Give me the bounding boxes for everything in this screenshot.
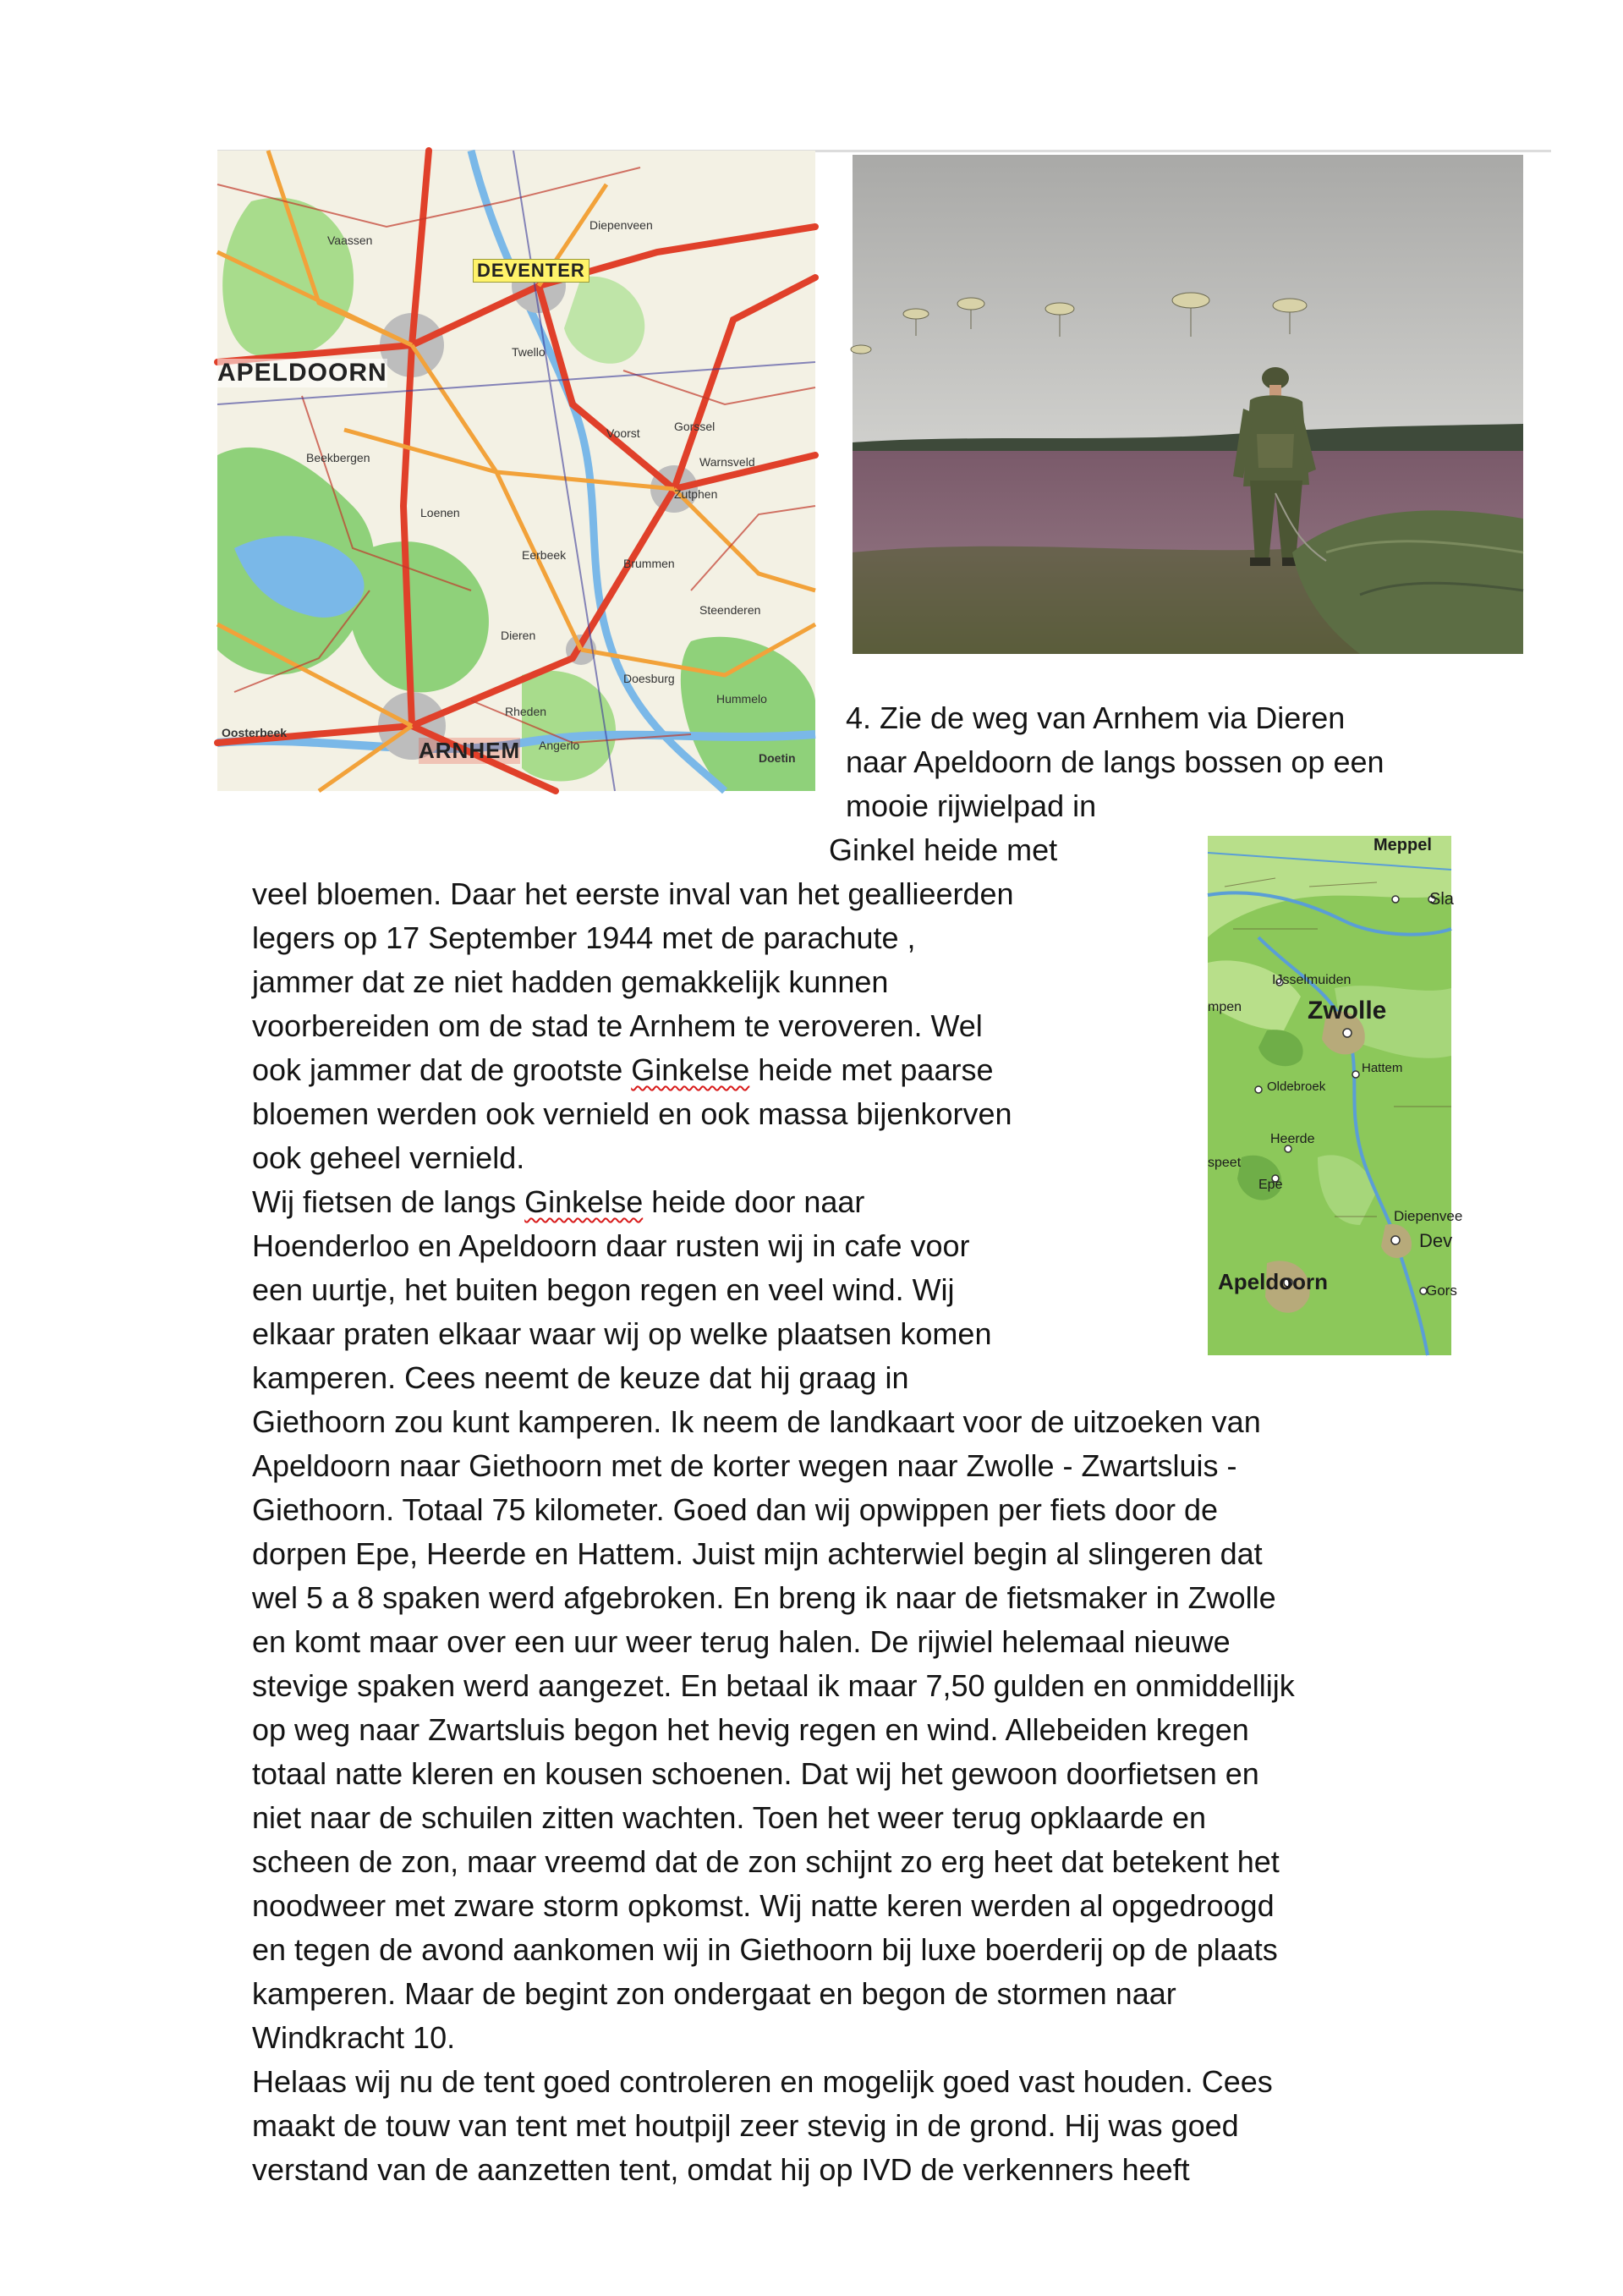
text-line: Giethoorn zou kunt kamperen. Ik neem de landkaart voor de uitzoeken van — [252, 1404, 1261, 1439]
text-line: mooie rijwielpad in — [846, 788, 1097, 823]
region-label-hattem: Hattem — [1362, 1061, 1403, 1075]
text-segment: Wij fietsen de langs — [252, 1184, 525, 1219]
map-label-twello: Twello — [512, 345, 546, 359]
text-line: niet naar de schuilen zitten wachten. Toen het weer terug opklaarde en — [252, 1800, 1207, 1835]
text-line: Ginkel heide met — [829, 832, 1058, 867]
text-line: kamperen. Cees neemt de keuze dat hij graag in — [252, 1360, 909, 1395]
text-line: scheen de zon, maar vreemd dat de zon schijnt zo erg heet dat betekent het — [252, 1844, 1280, 1879]
map-label-steenderen: Steenderen — [699, 603, 761, 617]
map-label-brummen: Brummen — [623, 557, 675, 570]
map-label-vaassen: Vaassen — [327, 233, 373, 247]
region-map-image — [1208, 836, 1463, 1355]
region-label-oldebroek: Oldebroek — [1267, 1079, 1326, 1094]
region-label-diepenveen: Diepenvee — [1394, 1208, 1463, 1224]
text-line: elkaar praten elkaar waar wij op welke plaatsen komen — [252, 1316, 992, 1351]
text-line: maakt de touw van tent met houtpijl zeer stevig in de grond. Hij was goed — [252, 2108, 1239, 2143]
region-label-zwolle: Zwolle — [1308, 997, 1387, 1024]
map-label-zutphen: Zutphen — [674, 487, 718, 501]
text-line: voorbereiden om de stad te Arnhem te veroveren. Wel — [252, 1008, 983, 1043]
text-line: 4. Zie de weg van Arnhem via Dieren — [846, 700, 1346, 735]
map-label-hummelo: Hummelo — [716, 692, 767, 706]
text-line: wel 5 a 8 spaken werd afgebroken. En breng ik naar de fietsmaker in Zwolle — [252, 1580, 1276, 1615]
region-label-kampen: mpen — [1208, 1000, 1242, 1014]
map-label-rheden: Rheden — [505, 705, 547, 718]
map-label-apeldoorn: APELDOORN — [217, 359, 387, 387]
region-label-slagharen: Sla — [1429, 890, 1454, 909]
region-label-apeldoorn: Apeldoorn — [1218, 1269, 1328, 1294]
text-line: ook geheel vernield. — [252, 1140, 525, 1175]
text-line: op weg naar Zwartsluis begon het hevig regen en wind. Allebeiden kregen — [252, 1712, 1249, 1747]
region-label-meppel: Meppel — [1374, 836, 1432, 854]
text-line: Helaas wij nu de tent goed controleren en mogelijk goed vast houden. Cees — [252, 2064, 1273, 2099]
text-line: noodweer met zware storm opkomst. Wij natte keren werden al opgedroogd — [252, 1888, 1275, 1923]
text-line: en tegen de avond aankomen wij in Giethoorn bij luxe boerderij op de plaats — [252, 1932, 1278, 1967]
region-label-heerde: Heerde — [1270, 1132, 1315, 1146]
text-line: verstand van de aanzetten tent, omdat hij op IVD de verkenners heeft — [252, 2152, 1190, 2187]
text-segment: ook jammer dat de grootste — [252, 1052, 632, 1087]
text-line: Giethoorn. Totaal 75 kilometer. Goed dan wij opwippen per fiets door de — [252, 1492, 1219, 1527]
text-line: bloemen werden ook vernield en ook massa bijenkorven — [252, 1096, 1012, 1131]
misspelled-word[interactable]: Ginkelse — [524, 1184, 644, 1219]
region-label-ijsselmuiden: IJsselmuiden — [1272, 973, 1352, 987]
map-label-angerlo: Angerlo — [539, 739, 580, 752]
text-line: naar Apeldoorn de langs bossen op een — [846, 744, 1384, 779]
map-label-arnhem: ARNHEM — [419, 738, 521, 763]
text-segment: heide met paarse — [749, 1052, 994, 1087]
map-label-diepenveen: Diepenveen — [589, 218, 653, 232]
map-label-beekbergen: Beekbergen — [306, 451, 370, 464]
text-line: Windkracht 10. — [252, 2020, 456, 2055]
parachute-photo — [853, 155, 1523, 654]
text-line: Hoenderloo en Apeldoorn daar rusten wij in cafe voor — [252, 1228, 970, 1263]
region-label-nunspeet: speet — [1208, 1156, 1242, 1170]
map-label-doetinchem: Doetin — [759, 751, 796, 765]
map-label-eerbeek: Eerbeek — [522, 548, 567, 562]
text-line: kamperen. Maar de begint zon ondergaat en begon de stormen naar — [252, 1976, 1176, 2011]
text-line: een uurtje, het buiten begon regen en veel wind. Wij — [252, 1272, 955, 1307]
text-line — [252, 1180, 864, 1224]
text-line: totaal natte kleren en kousen schoenen. Dat wij het gewoon doorfietsen en — [252, 1756, 1259, 1791]
map-label-dieren: Dieren — [501, 629, 536, 642]
region-label-gorssel: Gors — [1426, 1283, 1457, 1299]
map-label-deventer: DEVENTER — [473, 259, 589, 283]
text-line — [252, 1048, 993, 1092]
map-label-gorssel: Gorssel — [674, 420, 716, 433]
map-label-oosterbeek: Oosterbeek — [222, 726, 288, 739]
text-line: dorpen Epe, Heerde en Hattem. Juist mijn achterwiel begin al slingeren dat — [252, 1536, 1263, 1571]
text-line: stevige spaken werd aangezet. En betaal ik maar 7,50 gulden en onmiddellijk — [252, 1668, 1295, 1703]
text-segment: heide door naar — [643, 1184, 865, 1219]
region-label-deventer: Dev — [1419, 1230, 1453, 1251]
text-line: legers op 17 September 1944 met de parachute , — [252, 920, 916, 955]
text-line: jammer dat ze niet hadden gemakkelijk kunnen — [252, 964, 889, 999]
text-line: veel bloemen. Daar het eerste inval van het geallieerden — [252, 876, 1014, 911]
region-label-epe: Epe — [1258, 1178, 1283, 1192]
road-map-image — [217, 151, 815, 791]
parachute-photo-graphic — [853, 155, 1523, 654]
map-label-voorst: Voorst — [606, 426, 640, 440]
text-line: en komt maar over een uur weer terug halen. De rijwiel helemaal nieuwe — [252, 1624, 1231, 1659]
text-line: Apeldoorn naar Giethoorn met de korter wegen naar Zwolle - Zwartsluis - — [252, 1448, 1237, 1483]
map-label-loenen: Loenen — [420, 506, 460, 519]
map-label-doesburg: Doesburg — [623, 672, 675, 685]
map-label-warnsveld: Warnsveld — [699, 455, 755, 469]
misspelled-word[interactable]: Ginkelse — [631, 1052, 750, 1087]
